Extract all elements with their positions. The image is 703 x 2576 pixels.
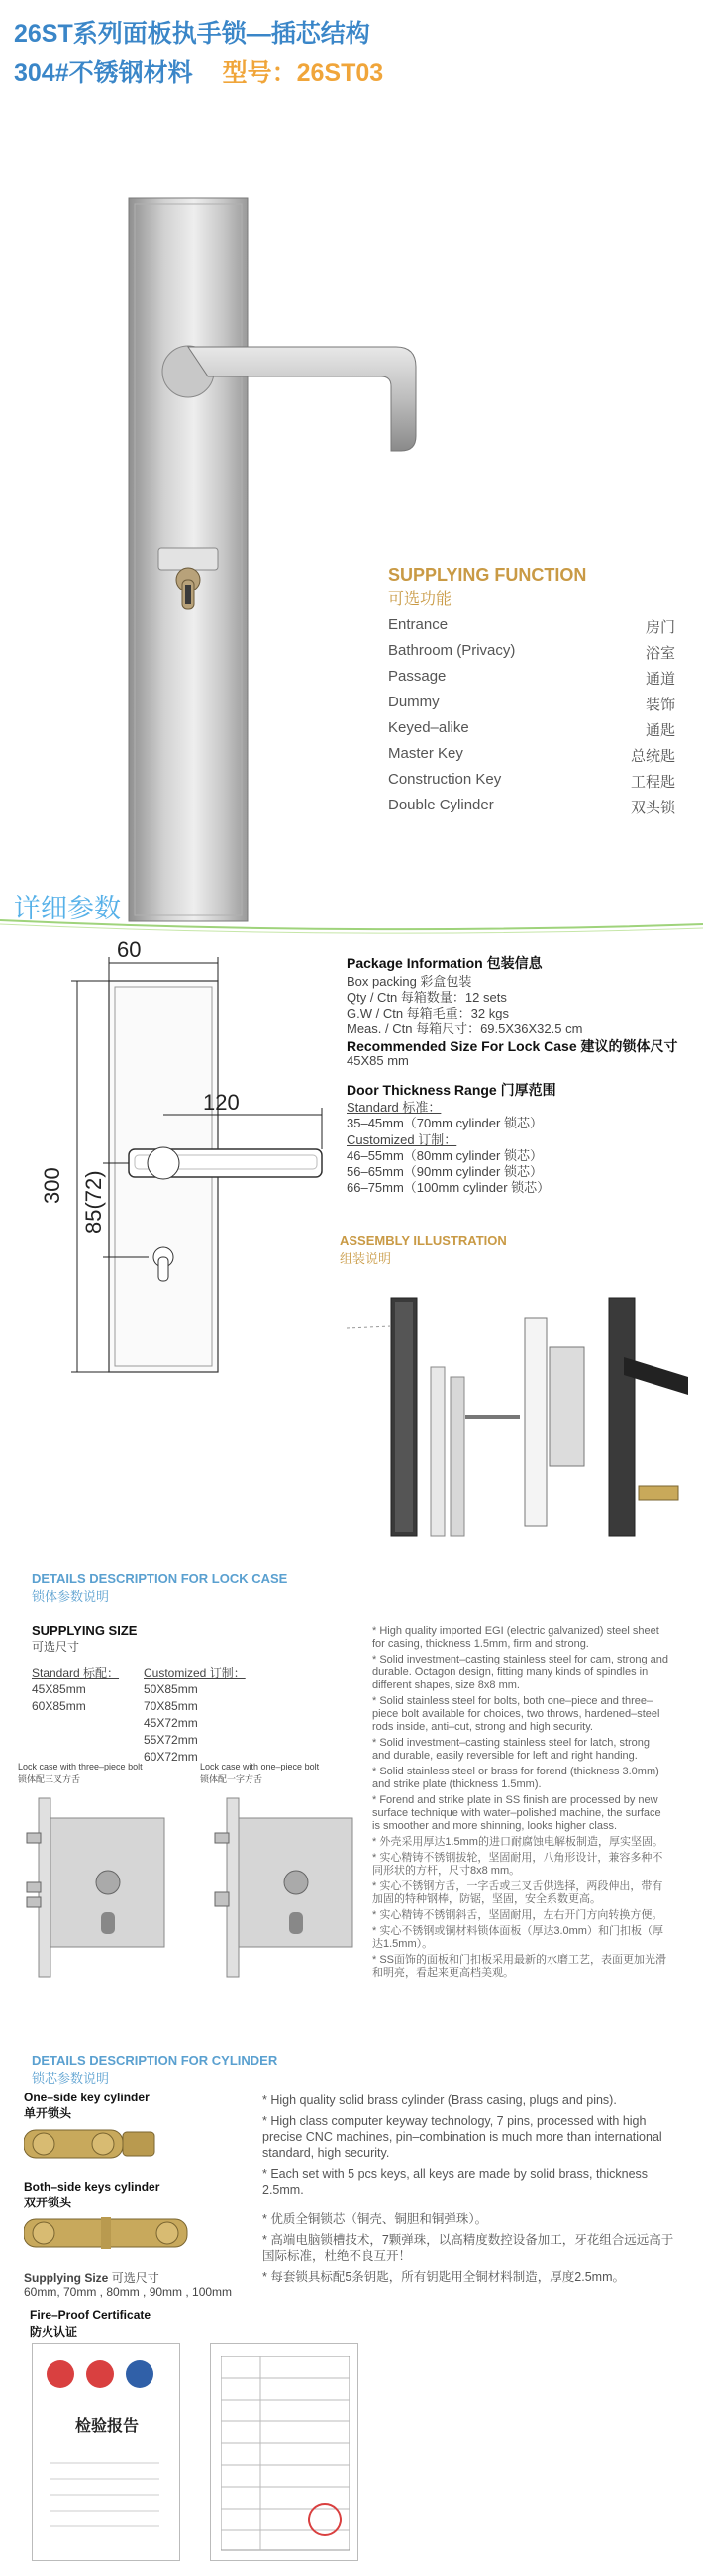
cylinder-description-item: * High class computer keyway technology, 7 pins, processed with high precise CNC machines, pin–combination is much more than international standard, high security. bbox=[262, 2114, 662, 2160]
door-custom-value: 46–55mm（80mm cylinder 锁芯） bbox=[347, 1148, 543, 1163]
door-custom-value: 66–75mm（100mm cylinder 锁芯） bbox=[347, 1180, 551, 1195]
both-side-cylinder-cn: 双开锁头 bbox=[24, 2196, 72, 2209]
dim-height: 300 bbox=[40, 1167, 64, 1204]
supplying-function-row bbox=[388, 797, 675, 817]
lockcase-details-subtitle: 锁体参数说明 bbox=[32, 1589, 110, 1604]
cylinder-supplying-size bbox=[24, 2269, 159, 2286]
lockcase-description-item: * Forend and strike plate in SS finish are processed by new surface technique with water–polished machine, the surface is smoother and more shinning, looks higher class. bbox=[372, 1794, 661, 1832]
lockcase-custom-size: 45X72mm bbox=[144, 1716, 198, 1730]
cylinder-descriptions bbox=[262, 2093, 678, 2290]
both-side-cylinder-image bbox=[24, 2209, 202, 2259]
package-title: Package Information 包装信息 bbox=[347, 955, 543, 971]
lockcase-standard-size: 45X85mm bbox=[32, 1682, 86, 1696]
lockcase-custom-size: 60X72mm bbox=[144, 1750, 198, 1764]
lockcase-description-item: * Solid investment–casting stainless steel for cam, strong and durable. Octagon design, fitting many kinds of spindles in different shapes, size 8x8 mm. bbox=[372, 1654, 668, 1691]
function-name-en: Double Cylinder bbox=[388, 797, 494, 813]
product-subtitle bbox=[14, 54, 383, 89]
door-standard-label: Standard 标准： bbox=[347, 1100, 442, 1115]
package-line: Box packing 彩盒包装 bbox=[347, 974, 472, 989]
supplying-function-row bbox=[388, 694, 675, 714]
product-title: 26ST系列面板执手锁—插芯结构 bbox=[14, 20, 370, 48]
lockcase-description-item: * 实心不锈钢或铜材料锁体面板（厚达3.0mm）和门扣板（厚达1.5mm）。 bbox=[372, 1925, 663, 1950]
lockcase-images bbox=[24, 1788, 360, 1986]
supplying-function-row bbox=[388, 642, 675, 663]
supplying-function-title: SUPPLYING FUNCTION bbox=[388, 565, 587, 585]
dim-width: 60 bbox=[117, 937, 142, 962]
cylinder-description-item: * 每套锁具标配5条钥匙，所有钥匙用全铜材料制造，厚度2.5mm。 bbox=[262, 2270, 625, 2284]
lockcase-custom-size: 55X72mm bbox=[144, 1733, 198, 1747]
function-name-en: Passage bbox=[388, 668, 447, 685]
certificate-report-cover bbox=[32, 2343, 180, 2561]
supplying-size-title: SUPPLYING SIZE bbox=[32, 1623, 138, 1638]
certificate-table bbox=[221, 2356, 350, 2554]
function-name-cn: 双头锁 bbox=[630, 800, 675, 816]
door-custom-label: Customized 订制： bbox=[347, 1132, 457, 1147]
cylinder-details-title: DETAILS DESCRIPTION FOR CYLINDER bbox=[32, 2053, 278, 2068]
cylinder-sizes: 60mm, 70mm , 80mm , 90mm , 100mm bbox=[24, 2285, 233, 2299]
lockcase-description-item: * 实心精铸不锈钢拔轮，坚固耐用，八角形设计，兼容多种不同形状的方杆，尺寸8x8 mm。 bbox=[372, 1852, 663, 1877]
function-name-en: Bathroom (Privacy) bbox=[388, 642, 516, 659]
function-name-en: Master Key bbox=[388, 745, 463, 762]
lockcase-description-item: * 实心不锈钢方舌，一字舌或三叉舌供选择，两段伸出，带有加固的特种钢棒，防锯，坚固，安全系数更高。 bbox=[372, 1880, 663, 1905]
lockcase-custom-label: Customized 订制： bbox=[144, 1666, 246, 1680]
lockcase-size-value: 45X85 mm bbox=[347, 1053, 409, 1068]
function-name-en: Construction Key bbox=[388, 771, 502, 788]
certificate-text-lines bbox=[50, 2453, 164, 2542]
function-name-cn: 通匙 bbox=[645, 722, 675, 739]
function-name-en: Keyed–alike bbox=[388, 719, 469, 736]
assembly-subtitle: 组装说明 bbox=[340, 1251, 392, 1266]
lockcase-description-item: * Solid investment–casting stainless steel for latch, strong and durable, easily reversible for left and right handing. bbox=[372, 1737, 651, 1762]
lockcase-description-item: * 实心精铸不锈钢斜舌，坚固耐用，左右开门方向转换方便。 bbox=[372, 1909, 663, 1921]
one-side-cylinder-image bbox=[24, 2120, 162, 2170]
package-line: Qty / Ctn 每箱数量：12 sets bbox=[347, 990, 507, 1005]
lockcase-descriptions bbox=[372, 1625, 669, 1983]
supplying-function-row bbox=[388, 719, 675, 740]
package-line: Meas. / Ctn 每箱尺寸：69.5X36X32.5 cm bbox=[347, 1021, 583, 1036]
function-name-cn: 工程匙 bbox=[630, 774, 675, 791]
door-thickness-title: Door Thickness Range 门厚范围 bbox=[347, 1082, 556, 1098]
material-label: 304#不锈钢材料 bbox=[14, 59, 193, 87]
function-name-cn: 房门 bbox=[645, 619, 675, 636]
dim-center: 85(72) bbox=[81, 1170, 106, 1234]
lockcase-size-title: Recommended Size For Lock Case 建议的锁体尺寸 bbox=[347, 1038, 678, 1054]
lockcase-standard-label: Standard 标配： bbox=[32, 1666, 120, 1680]
lockcase-description-item: * Solid stainless steel for bolts, both one–piece and three–piece bolt available for choices, two throws, hardened–steel rods inside, anti–cut, strong and high security. bbox=[372, 1695, 660, 1733]
details-section-title: 详细参数 bbox=[14, 894, 121, 923]
details-section-header bbox=[0, 887, 703, 934]
cylinder-description-item: * 高端电脑锁槽技术，7颗弹珠，以高精度数控设备加工，牙花组合远远高于国际标准，杜绝不良互开！ bbox=[262, 2233, 674, 2263]
one-side-cylinder-cn: 单开锁头 bbox=[24, 2106, 72, 2120]
cylinder-supplying-cn: 可选尺寸 bbox=[111, 2271, 159, 2285]
lockcase-custom-size: 50X85mm bbox=[144, 1682, 198, 1696]
caption-three-piece-cn: 锁体配三叉方舌 bbox=[18, 1774, 81, 1784]
cylinder-description-item: * High quality solid brass cylinder (Brass casing, plugs and pins). bbox=[262, 2093, 617, 2107]
function-name-cn: 总统匙 bbox=[630, 748, 675, 765]
lockcase-description-item: * Solid stainless steel or brass for forend (thickness 3.0mm) and strike plate (thickness 1.5mm). bbox=[372, 1766, 659, 1790]
function-name-en: Dummy bbox=[388, 694, 440, 710]
assembly-title: ASSEMBLY ILLUSTRATION bbox=[340, 1234, 507, 1248]
supplying-function-row bbox=[388, 771, 675, 792]
section-divider-wave bbox=[0, 916, 703, 934]
supplying-function-subtitle: 可选功能 bbox=[388, 591, 452, 608]
model-label: 型号：26ST03 bbox=[222, 59, 384, 87]
lockcase-standard-size: 60X85mm bbox=[32, 1699, 86, 1713]
caption-one-piece: Lock case with one–piece bolt bbox=[200, 1762, 320, 1771]
supplying-function-row bbox=[388, 668, 675, 689]
function-name-cn: 装饰 bbox=[645, 697, 675, 713]
door-standard-value: 35–45mm（70mm cylinder 锁芯） bbox=[347, 1116, 543, 1130]
supplying-function-row bbox=[388, 745, 675, 766]
function-name-cn: 通道 bbox=[645, 671, 675, 688]
both-side-cylinder-label: Both–side keys cylinder bbox=[24, 2180, 160, 2194]
certificate-report-title: 检验报告 bbox=[74, 2418, 139, 2435]
one-side-cylinder-label: One–side key cylinder bbox=[24, 2091, 150, 2104]
function-name-cn: 浴室 bbox=[645, 645, 675, 662]
certificate-logos bbox=[43, 2354, 171, 2394]
lockcase-description-item: * 外壳采用厚达1.5mm的进口耐腐蚀电解板制造，厚实坚固。 bbox=[372, 1836, 663, 1848]
assembly-illustration bbox=[337, 1278, 693, 1546]
package-line: G.W / Ctn 每箱毛重：32 kgs bbox=[347, 1006, 509, 1020]
supplying-function-row bbox=[388, 616, 675, 637]
lockcase-description-item: * SS面饰的面板和门扣板采用最新的水磨工艺，表面更加光滑和明亮，看起来更高档美观。 bbox=[372, 1954, 667, 1979]
caption-three-piece: Lock case with three–piece bolt bbox=[18, 1762, 143, 1771]
cylinder-description-item: * 优质全铜锁芯（铜壳、铜胆和铜弹珠）。 bbox=[262, 2212, 488, 2226]
certificate-subtitle: 防火认证 bbox=[30, 2325, 78, 2339]
cylinder-details-subtitle: 锁芯参数说明 bbox=[32, 2071, 110, 2086]
certificate-report-page bbox=[210, 2343, 358, 2561]
door-custom-value: 56–65mm（90mm cylinder 锁芯） bbox=[347, 1164, 543, 1179]
certificate-title: Fire–Proof Certificate bbox=[30, 2308, 151, 2322]
cylinder-description-item: * Each set with 5 pcs keys, all keys are made by solid brass, thickness 2.5mm. bbox=[262, 2167, 649, 2197]
supplying-size-subtitle: 可选尺寸 bbox=[32, 1640, 80, 1654]
lockcase-description-item: * High quality imported EGI (electric galvanized) steel sheet for casing, thickness 1.5mm, firm and strong. bbox=[372, 1625, 659, 1650]
lockcase-details-title: DETAILS DESCRIPTION FOR LOCK CASE bbox=[32, 1571, 288, 1586]
caption-one-piece-cn: 锁体配一字方舌 bbox=[200, 1774, 263, 1784]
function-name-en: Entrance bbox=[388, 616, 449, 633]
cylinder-supplying-label: Supplying Size bbox=[24, 2271, 109, 2285]
dim-handle: 120 bbox=[203, 1090, 240, 1115]
lockcase-custom-size: 70X85mm bbox=[144, 1699, 198, 1713]
